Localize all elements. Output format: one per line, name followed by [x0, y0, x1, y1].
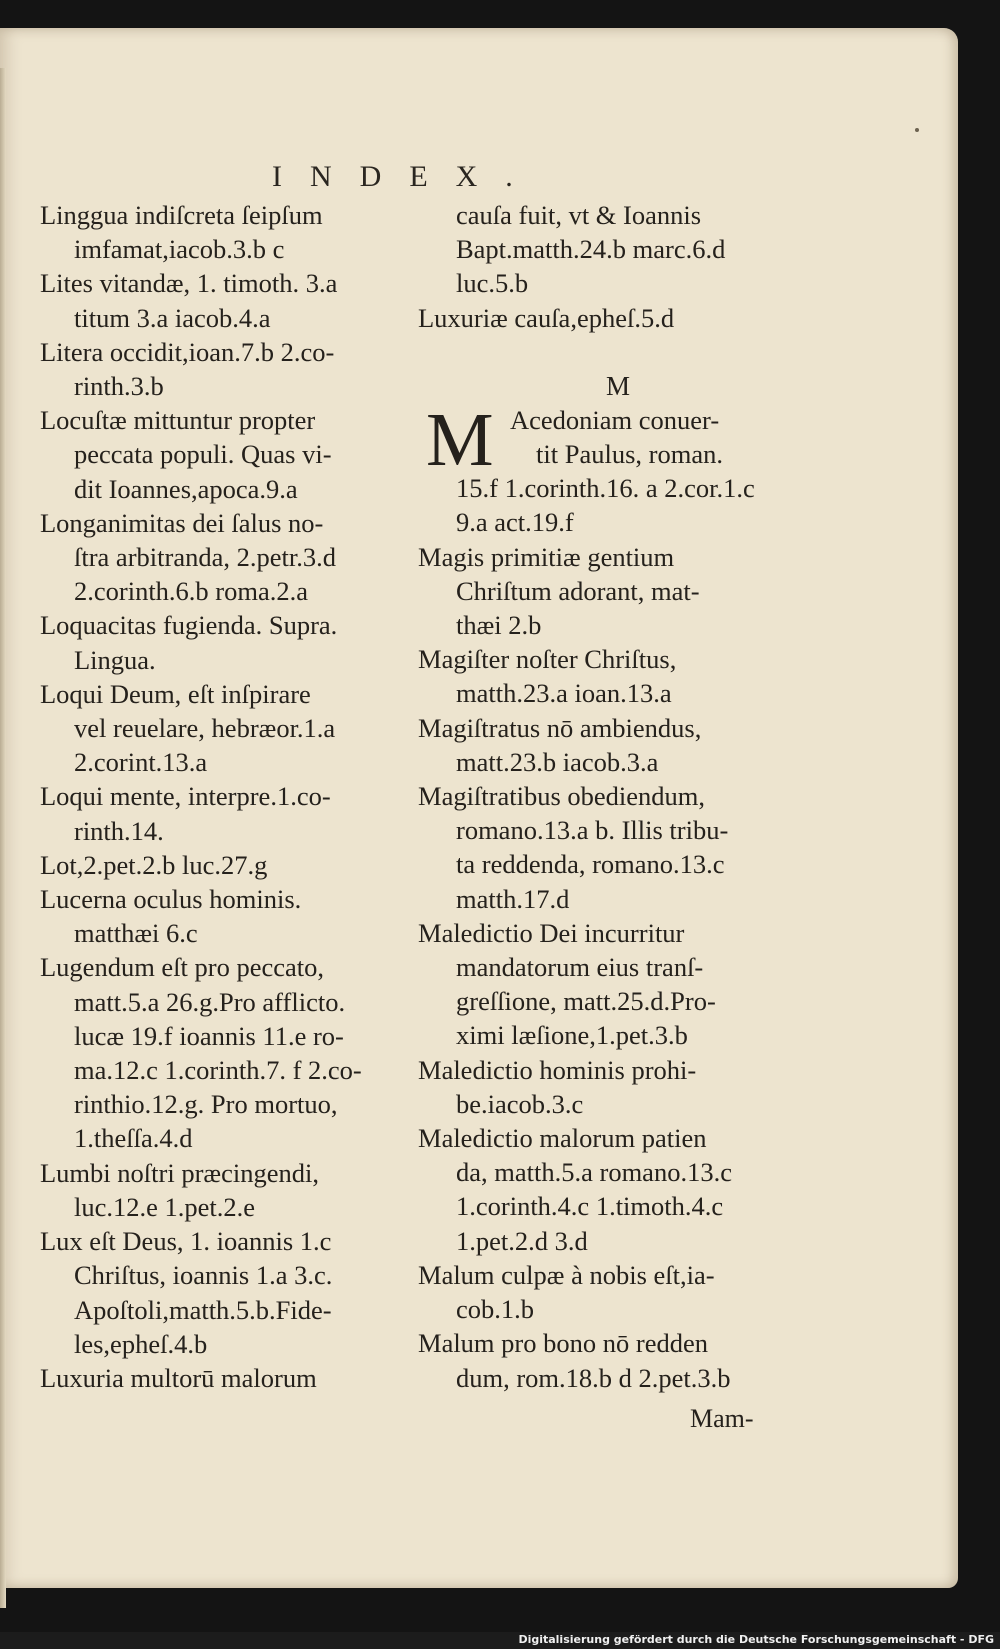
index-entry [418, 916, 818, 1053]
index-entry-line: luc.5.b [456, 268, 529, 299]
index-entry [40, 266, 420, 334]
index-entry-line: Magiſtratibus obediendum, [418, 781, 706, 812]
index-entry-line: ximi læſione,1.pet.3.b [456, 1020, 688, 1051]
index-entry-line: matt.5.a 26.g.Pro afflicto. [74, 986, 346, 1017]
index-entry [40, 506, 420, 609]
index-entry-line: matth.17.d [456, 883, 570, 914]
index-entry-line: 1.theſſa.4.d [74, 1123, 193, 1154]
index-entry-line: rinth.3.b [74, 371, 164, 402]
index-entry [418, 1121, 818, 1258]
index-entry-line: be.iacob.3.c [456, 1088, 584, 1119]
index-entry-line: Lugendum eſt pro peccato, [40, 952, 325, 983]
index-entry-line: lucæ 19.f ioannis 11.e ro- [74, 1020, 344, 1051]
index-entry-line: ta reddenda, romano.13.c [456, 849, 725, 880]
index-entry [40, 779, 420, 847]
index-entry [40, 335, 420, 403]
index-entry-line: thæi 2.b [456, 610, 542, 641]
index-entry-line: Maledictio hominis prohi- [418, 1054, 697, 1085]
index-entry-line: luc.12.e 1.pet.2.e [74, 1191, 256, 1222]
index-entry-line: matth.23.a ioan.13.a [456, 678, 672, 709]
index-entry [418, 1258, 818, 1326]
index-entry [40, 1224, 420, 1361]
index-entry-line: Luxuriæ cauſa,epheſ.5.d [418, 302, 675, 333]
index-entry-line: peccata populi. Quas vi- [74, 439, 332, 470]
index-entry-line: Magis primitiæ gentium [418, 541, 675, 572]
index-entry [418, 301, 818, 335]
index-entry-line: rinthio.12.g. Pro mortuo, [74, 1089, 338, 1120]
right-column-entries [418, 540, 818, 1395]
index-entry-line: imfamat,iacob.3.b c [74, 234, 285, 265]
index-entry-line: Locuſtæ mittuntur propter [40, 405, 316, 436]
index-entry [40, 608, 420, 676]
index-entry [40, 882, 420, 950]
index-entry-line: Longanimitas dei ſalus no- [40, 507, 324, 538]
index-entry-line: Loqui mente, interpre.1.co- [40, 781, 331, 812]
section-letter: M [605, 370, 630, 401]
index-entry [40, 1156, 420, 1224]
drop-initial: M [426, 397, 494, 482]
index-entry [418, 198, 818, 301]
index-entry-line: ma.12.c 1.corinth.7. f 2.co- [74, 1055, 362, 1086]
index-entry-line: greſſione, matt.25.d.Pro- [456, 986, 716, 1017]
index-entry-line: Malum pro bono nō redden [418, 1328, 708, 1359]
index-entry-line: dit Ioannes,apoca.9.a [74, 473, 298, 504]
index-entry-line: 1.pet.2.d 3.d [456, 1225, 588, 1256]
index-entry-line: Lites vitandæ, 1. timoth. 3.a [40, 268, 338, 299]
footer-credit: Digitalisierung gefördert durch die Deutsche Forschungsgemeinschaft - DFG [518, 1633, 994, 1646]
index-entry-line: Chriſtus, ioannis 1.a 3.c. [74, 1260, 333, 1291]
running-head: INDEX. [272, 160, 541, 193]
index-entry-line: matt.23.b iacob.3.a [456, 746, 659, 777]
index-entry-line: cob.1.b [456, 1294, 535, 1325]
left-column [40, 198, 420, 1395]
index-entry-line: Lingua. [74, 644, 156, 675]
index-entry [418, 642, 818, 710]
index-entry-line: Luxuria multorū malorum [40, 1362, 317, 1393]
index-entry-line: ſtra arbitranda, 2.petr.3.d [74, 542, 336, 573]
index-entry [418, 711, 818, 779]
index-entry-line: Maledictio Dei incurritur [418, 917, 685, 948]
index-entry-line: Bapt.matth.24.b marc.6.d [456, 234, 726, 265]
right-column-top-entries [418, 198, 818, 335]
index-entry [418, 1053, 818, 1121]
index-entry-line: 1.corinth.4.c 1.timoth.4.c [456, 1191, 724, 1222]
index-entry [40, 1361, 420, 1395]
index-entry-line: da, matth.5.a romano.13.c [456, 1157, 732, 1188]
index-entry-line: matthæi 6.c [74, 918, 198, 949]
catchword: Mam- [690, 1404, 754, 1433]
index-entry-line: mandatorum eius tranſ- [456, 952, 704, 983]
index-entry-line: romano.13.a b. Illis tribu- [456, 815, 729, 846]
index-entry-line: dum, rom.18.b d 2.pet.3.b [456, 1362, 731, 1393]
index-entry [418, 1326, 818, 1394]
index-entry [418, 779, 818, 916]
index-entry [40, 950, 420, 1155]
index-entry-line: Malum culpæ à nobis eſt,ia- [418, 1259, 715, 1290]
index-entry-line: rinth.14. [74, 815, 164, 846]
index-entry-line: Chriſtum adorant, mat- [456, 575, 700, 606]
right-column [418, 198, 818, 1395]
index-entry [40, 848, 420, 882]
index-entry-line: tit Paulus, roman. [536, 439, 723, 470]
index-entry-line: Acedoniam conuer- [510, 404, 720, 435]
page-gutter-edge [0, 68, 6, 1608]
index-entry-line: vel reuelare, hebræor.1.a [74, 713, 336, 744]
index-entry-line: Linggua indiſcreta ſeipſum [40, 200, 323, 230]
paper-speck [915, 128, 919, 132]
index-entry-line: Loquacitas fugienda. Supra. [40, 610, 338, 641]
index-entry-line: Litera occidit,ioan.7.b 2.co- [40, 336, 335, 367]
index-entry-line: Magiſter noſter Chriſtus, [418, 644, 677, 675]
index-entry-line: Loqui Deum, eſt inſpirare [40, 678, 311, 709]
index-entry-line: 2.corinth.6.b roma.2.a [74, 576, 309, 607]
index-entry-line: 15.f 1.corinth.16. a 2.cor.1.c [456, 473, 755, 504]
index-entry-line: Lux eſt Deus, 1. ioannis 1.c [40, 1226, 332, 1257]
index-entry-line: Magiſtratus nō ambiendus, [418, 712, 702, 743]
index-entry-line: Apoſtoli,matth.5.b.Fide- [74, 1294, 332, 1325]
index-entry-line: Lucerna oculus hominis. [40, 884, 302, 915]
book-page [0, 28, 958, 1588]
index-entry-line: 2.corint.13.a [74, 747, 208, 778]
index-entry-line: Lot,2.pet.2.b luc.27.g [40, 849, 268, 880]
index-entry [40, 198, 420, 266]
index-entry-line: titum 3.a iacob.4.a [74, 302, 271, 333]
drop-initial-entry [418, 397, 818, 540]
index-entry [40, 403, 420, 506]
index-entry-line: Maledictio malorum patien [418, 1123, 707, 1154]
index-entry-line: 9.a act.19.f [456, 507, 574, 538]
index-entry [418, 540, 818, 643]
index-entry-line: cauſa fuit, vt & Ioannis [456, 200, 702, 230]
index-entry-line: Lumbi noſtri præcingendi, [40, 1157, 319, 1188]
index-entry-line: les,epheſ.4.b [74, 1328, 208, 1359]
index-entry [40, 677, 420, 780]
